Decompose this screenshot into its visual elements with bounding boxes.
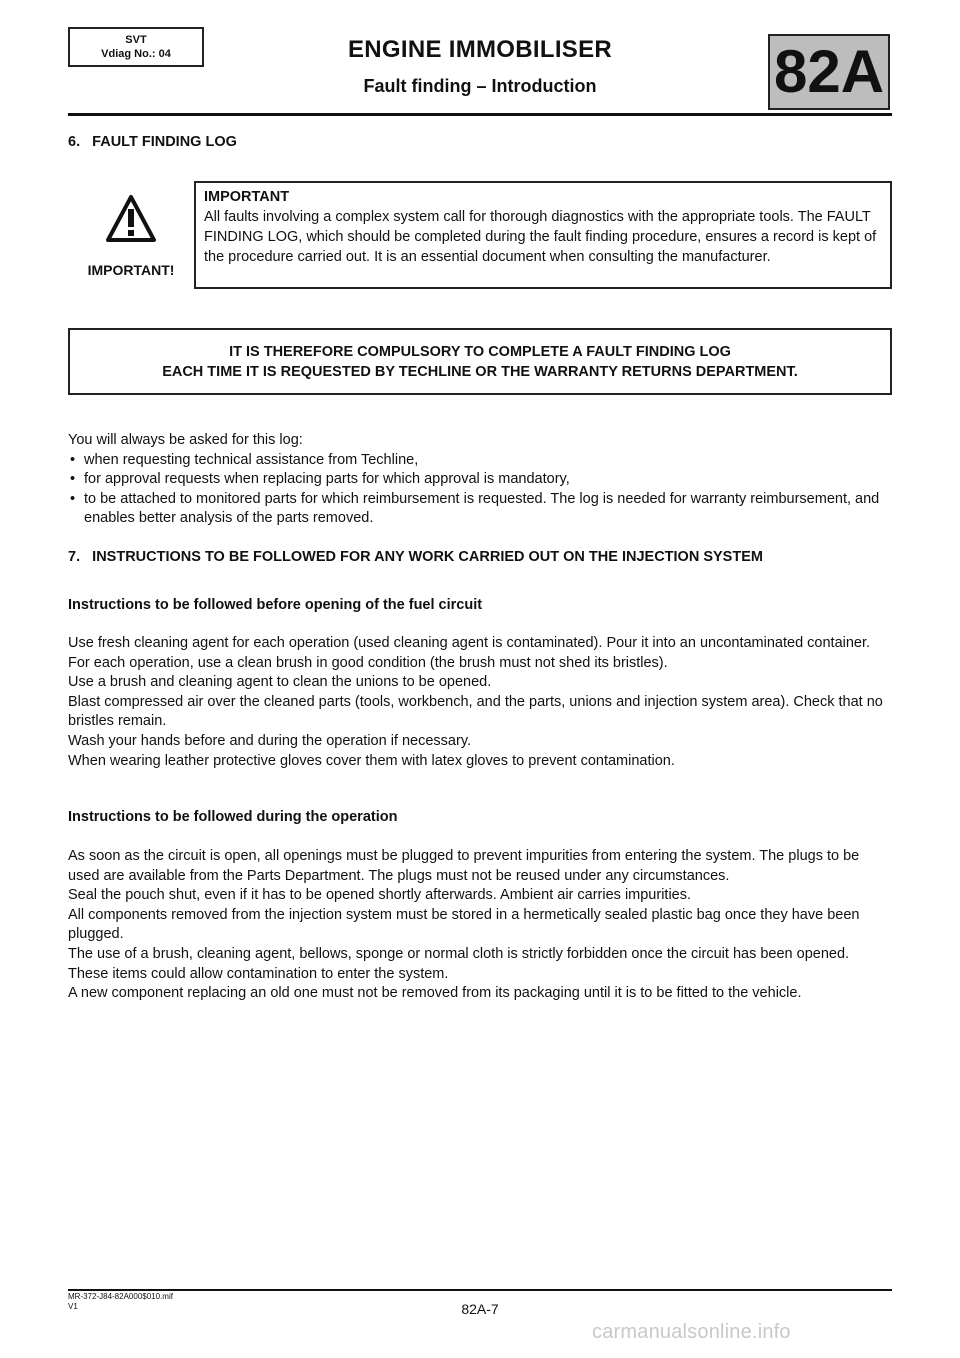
doc-reference: MR-372-J84-82A000$010.mif xyxy=(68,1292,173,1301)
before-opening-heading: Instructions to be followed before opening of the fuel circuit xyxy=(68,597,483,613)
paragraph: All components removed from the injection system must be stored in a hermetically sealed plastic bag once they have been plugged. xyxy=(68,906,860,943)
section-6-heading: 6. FAULT FINDING LOG xyxy=(68,134,237,150)
paragraph: As soon as the circuit is open, all openings must be plugged to prevent impurities from entering the system. The plugs to be used are available from the Parts Department. The plugs must not be reused under any circumstances. xyxy=(68,848,860,884)
paragraph: The use of a brush, cleaning agent, bellows, sponge or normal cloth is strictly forbidden once the circuit has been opened. These items could allow contamination to enter the system. xyxy=(68,945,850,982)
list-item: • to be attached to monitored parts for which reimbursement is requested. The log is needed for warranty reimbursement, and enables better analysis of the parts removed. xyxy=(70,490,880,527)
important-label: IMPORTANT! xyxy=(87,262,175,278)
header-divider xyxy=(68,113,892,116)
page-subtitle: Fault finding – Introduction xyxy=(363,76,597,96)
during-operation-heading: Instructions to be followed during the operation xyxy=(68,809,398,825)
paragraph: Wash your hands before and during the operation if necessary. xyxy=(68,732,472,749)
list-item: • when requesting technical assistance from Techline, xyxy=(70,451,419,468)
before-opening-text xyxy=(68,634,892,771)
doc-version: V1 xyxy=(68,1301,78,1311)
page-number: 82A-7 xyxy=(461,1301,499,1317)
footer-divider xyxy=(68,1289,892,1291)
paragraph: A new component replacing an old one must not be removed from its packaging until it is to be fitted to the vehicle. xyxy=(68,985,802,1002)
paragraph: Blast compressed air over the cleaned parts (tools, workbench, and the parts, unions and injection system area). Check that no bristles remain. xyxy=(68,693,883,730)
watermark: carmanualsonline.info xyxy=(592,1321,791,1343)
warning-triangle-icon xyxy=(68,193,194,263)
important-title: IMPORTANT xyxy=(204,189,290,205)
paragraph: Use a brush and cleaning agent to clean the unions to be opened. xyxy=(68,674,492,691)
paragraph: Use fresh cleaning agent for each operation (used cleaning agent is contaminated). Pour it into an uncontaminated container. xyxy=(68,635,871,651)
svt-label: SVT xyxy=(125,34,147,46)
paragraph: For each operation, use a clean brush in good condition (the brush must not shed its bristles). xyxy=(68,654,668,671)
paragraph: Seal the pouch shut, even if it has to be opened shortly afterwards. Ambient air carries impurities. xyxy=(68,887,692,904)
compulsory-line-1: IT IS THEREFORE COMPULSORY TO COMPLETE A FAULT FINDING LOG xyxy=(229,344,731,360)
section-7-heading: 7. INSTRUCTIONS TO BE FOLLOWED FOR ANY WORK CARRIED OUT ON THE INJECTION SYSTEM xyxy=(68,549,763,565)
important-notice xyxy=(194,181,892,289)
during-operation-text xyxy=(68,847,892,1004)
important-text: All faults involving a complex system call for thorough diagnostics with the appropriate tools. The FAULT FINDING LOG, which should be completed during the fault finding procedure, ensures a record is kept of the procedure carried out. It is an essential document when consulting the manufacturer. xyxy=(204,209,877,265)
log-intro-block xyxy=(68,431,892,529)
compulsory-line-2: EACH TIME IT IS REQUESTED BY TECHLINE OR THE WARRANTY RETURNS DEPARTMENT. xyxy=(162,364,798,380)
vdiag-label: Vdiag No.: 04 xyxy=(101,48,171,60)
log-intro: You will always be asked for this log: xyxy=(68,432,303,448)
compulsory-notice xyxy=(68,328,892,395)
list-item: • for approval requests when replacing parts for which approval is mandatory, xyxy=(70,471,570,488)
vdiag-box xyxy=(68,27,204,67)
page-title: ENGINE IMMOBILISER xyxy=(347,36,613,63)
section-code: 82A xyxy=(768,34,890,110)
paragraph: When wearing leather protective gloves cover them with latex gloves to prevent contamination. xyxy=(68,752,675,769)
footer-doc-info xyxy=(68,1292,173,1311)
